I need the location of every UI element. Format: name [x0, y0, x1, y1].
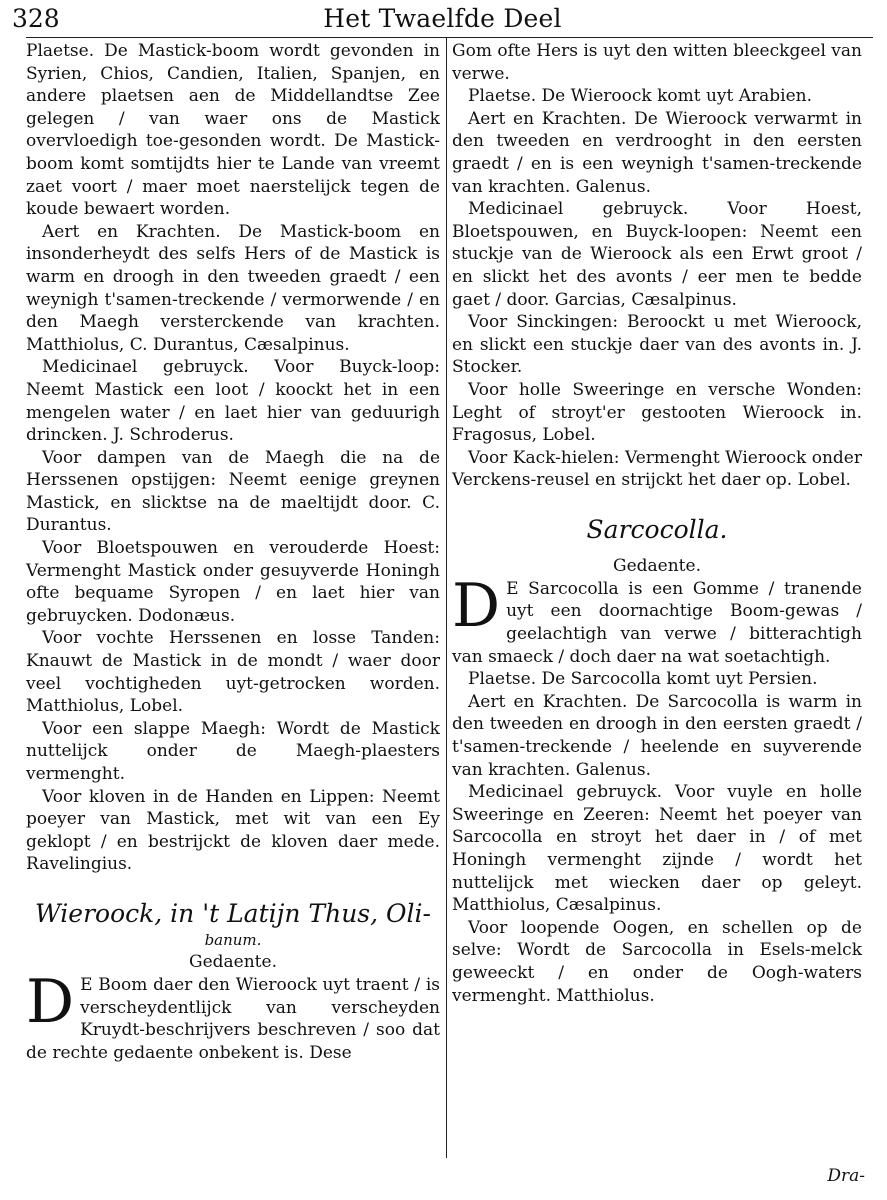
running-head: Het Twaelfde Deel: [323, 4, 562, 33]
catchword: Dra-: [827, 1166, 865, 1186]
page-number: 328: [12, 4, 60, 33]
paragraph-mastick-aert: Aert en Krachten. De Mastick-boom en insonderheydt des selfs Hers of de Mastick is warm en droogh in den tweeden graedt / een weynigh t'samen-treckende / vermorwende / en den Maegh versterckende van krachten. Matthiolus, C. Durantus, Cæsalpinus.: [26, 221, 440, 355]
paragraph-wieroock-kack-hielen: Voor Kack-hielen: Vermenght Wieroock onder Verckens-reusel en strijckt het daer op. Lobel.: [452, 447, 862, 491]
paragraph-sarcocolla-oogen: Voor loopende Oogen, en schellen op de selve: Wordt de Sarcocolla in Esels-melck geweeckt / en onder de Oogh-waters vermenght. Matthiolus.: [452, 917, 862, 1006]
section-title-wieroock: Wieroock, in 't Latijn Thus, Oli-: [35, 898, 431, 928]
left-column: [26, 40, 440, 1064]
paragraph-mastick-maegh: Voor een slappe Maegh: Wordt de Mastick nuttelijck onder de Maegh-plaesters vermenght.: [26, 718, 440, 784]
subheading-gedaente-wieroock: Gedaente.: [189, 951, 277, 972]
section-title-wieroock-continued: banum.: [204, 930, 262, 949]
header-rule: [26, 37, 873, 38]
paragraph-mastick-herssenen: Voor vochte Herssenen en losse Tanden: Knauwt de Mastick in de mondt / waer door veel vochtigheden uyt-getrocken worden. Matthiolus, Lobel.: [26, 628, 440, 717]
paragraph-sarcocolla-aert: Aert en Krachten. De Sarcocolla is warm in den tweeden en droogh in den eersten graedt / t'samen-treckende / heelende en suyverende van krachten. Galenus.: [452, 691, 862, 780]
paragraph-wieroock-sinckingen: Voor Sinckingen: Beroockt u met Wieroock, en slickt een stuckje daer van des avonts in. J. Stocker.: [452, 312, 862, 378]
right-column: [452, 40, 862, 1007]
paragraph-sarcocolla-plaetse: Plaetse. De Sarcocolla komt uyt Persien.: [468, 669, 818, 690]
paragraph-mastick-dampen: Voor dampen van de Maegh die na de Herssenen opstijgen: Neemt eenige greynen Mastick, en slicktse na de maeltijdt door. C. Durantus.: [26, 447, 440, 536]
paragraph-wieroock-plaetse: Plaetse. De Wieroock komt uyt Arabien.: [468, 86, 813, 107]
paragraph-wieroock-aert: Aert en Krachten. De Wieroock verwarmt in den tweeden en verdrooght in den eersten graedt / en is een weynigh t'samen-treckende van krachten. Galenus.: [452, 108, 862, 197]
subheading-gedaente-sarcocolla: Gedaente.: [613, 555, 701, 576]
paragraph-mastick-plaetse: Plaetse. De Mastick-boom wordt gevonden in Syrien, Chios, Candien, Italien, Spanjen, en andere plaetsen aen de Middellandtse Zee gelegen / van waer ons de Mastick overvloedigh toe-gesonden wordt. De Mastick-boom komt somtijdts hier te Lande van vreemt zaet voort / maer moet naerstelijck tegen de koude bewaert worden.: [26, 41, 440, 220]
paragraph-mastick-buyck-loop: Medicinael gebruyck. Voor Buyck-loop: Neemt Mastick een loot / koockt het in een mengelen water / en laet hier van geduurigh drincken. J. Schroderus.: [26, 357, 440, 446]
paragraph-sarcocolla-sweeringe: Medicinael gebruyck. Voor vuyle en holle Sweeringe en Zeeren: Neemt het poeyer van Sarcocolla en stroyt het daer in / of met Honingh vermenght zijnde / wordt het nuttelijck met wiecken daer op geleyt. Matthiolus, Cæsalpinus.: [452, 782, 862, 916]
paragraph-mastick-bloetspouwen: Voor Bloetspouwen en verouderde Hoest: Vermenght Mastick onder gesuyverde Honingh ofte bequame Syropen / en laet hier van gebruycken. Dodonæus.: [26, 538, 440, 626]
paragraph-sarcocolla-gedaente: DE Sarcocolla is een Gomme / tranende uyt een doornachtige Boom-gewas / geelachtigh van verwe / bitterachtigh van smaeck / doch daer na wat soetachtigh.: [452, 570, 862, 667]
paragraph-wieroock-hoest: Medicinael gebruyck. Voor Hoest, Bloetspouwen, en Buyck-loopen: Neemt een stuckje van de Wieroock als een Erwt groot / en slickt het des avonts / eer men te bedde gaet / door. Garcias, Cæsalpinus.: [452, 199, 862, 310]
column-divider: [446, 38, 447, 1158]
paragraph-wieroock-gedaente: DE Boom daer den Wieroock uyt traent / is verscheydentlijck van verscheyden Kruydt-beschrijvers beschreven / soo dat de rechte gedaente onbekent is. Dese: [26, 966, 440, 1063]
paragraph-wieroock-sweeringe: Voor holle Sweeringe en versche Wonden: Leght of stroyt'er gestooten Wieroock in. Fragosus, Lobel.: [452, 379, 862, 446]
section-title-sarcocolla: Sarcocolla.: [586, 514, 728, 544]
paragraph-mastick-kloven: Voor kloven in de Handen en Lippen: Neemt poeyer van Mastick, met wit van een Ey geklopt / en bestrijckt de kloven daer mede. Ravelingius.: [26, 786, 440, 875]
paragraph-wieroock-gom: Gom ofte Hers is uyt den witten bleeckgeel van verwe.: [452, 41, 862, 84]
page-header: [12, 4, 873, 38]
